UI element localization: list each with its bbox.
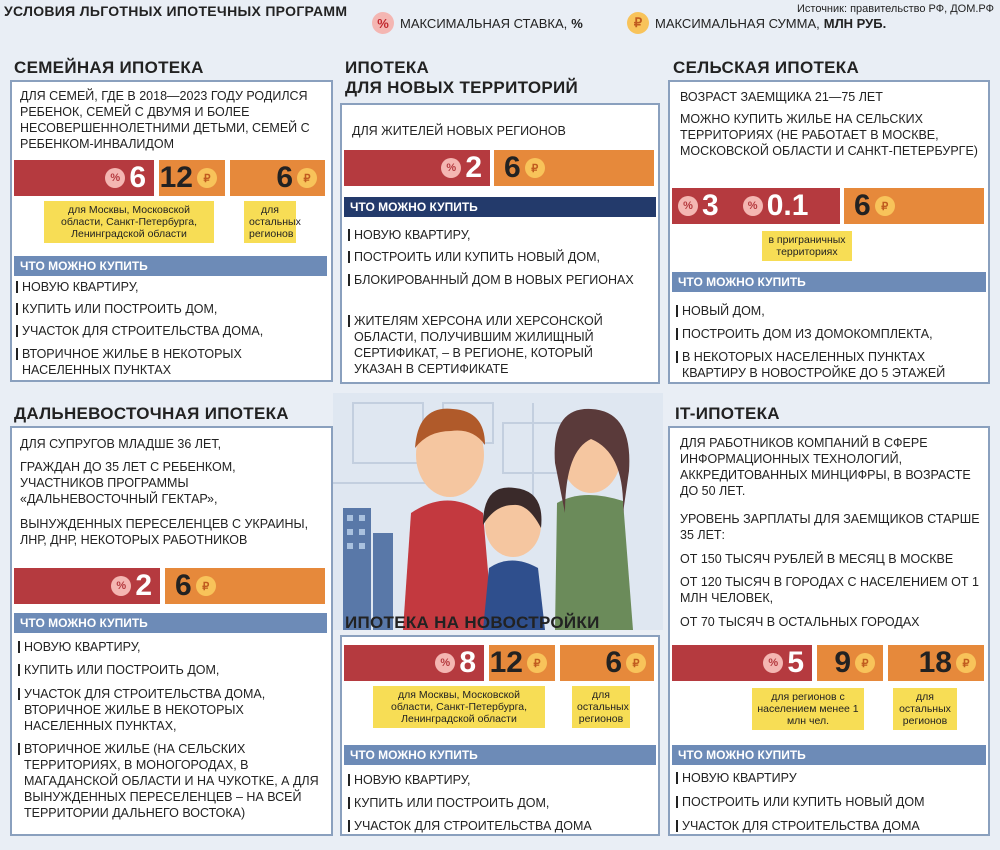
far-east-desc-migrants: ВЫНУЖДЕННЫХ ПЕРЕСЕЛЕНЦЕВ С УКРАИНЫ, ЛНР, ДНР, НЕКОТОРЫХ РАБОТНИКОВ: [20, 517, 309, 547]
new-buildings-rate-bar: [344, 645, 484, 681]
percent-icon: %: [743, 196, 763, 216]
family-note-big: для Москвы, Московской области, Санкт-Петербурга, Ленинградской области: [44, 201, 214, 243]
list-item: ВТОРИЧНОЕ ЖИЛЬЕ В НЕКОТОРЫХ НАСЕЛЕННЫХ ПУНКТАХ: [22, 346, 272, 378]
ruble-icon: ₽: [956, 653, 976, 673]
it-desc-big-cities: ОТ 120 ТЫСЯЧ В ГОРОДАХ С НАСЕЛЕНИЕМ ОТ 1 МЛН ЧЕЛОВЕК,: [680, 575, 979, 605]
new-buildings-rate: 8: [459, 646, 476, 679]
far-east-title: ДАЛЬНЕВОСТОЧНАЯ ИПОТЕКА: [14, 404, 289, 423]
list-item: КУПИТЬ ИЛИ ПОСТРОИТЬ ДОМ,: [22, 301, 322, 317]
far-east-rate-bar: [14, 568, 160, 604]
ruble-icon: ₽: [855, 653, 875, 673]
rural-note: в приграничных территориях: [762, 231, 852, 261]
family-sum-other-bar: [230, 160, 325, 196]
new-territories-title-line2: ДЛЯ НОВЫХ ТЕРРИТОРИЙ: [345, 78, 579, 97]
new-buildings-note-big: для Москвы, Московской области, Санкт-Петербурга, Ленинградской области: [373, 686, 545, 728]
far-east-sum: 6: [175, 569, 192, 602]
percent-icon: %: [435, 653, 455, 673]
it-buy-header: ЧТО МОЖНО КУПИТЬ: [672, 745, 986, 765]
rural-desc-age: ВОЗРАСТ ЗАЕМЩИКА 21—75 ЛЕТ: [680, 90, 883, 104]
legend-sum: [627, 12, 886, 34]
it-sum-other: 18: [918, 646, 952, 679]
family-sum-big-bar: [159, 160, 225, 196]
rural-rate: 3: [702, 189, 719, 222]
new-territories-title-line1: ИПОТЕКА: [345, 58, 430, 77]
family-illustration: [333, 393, 663, 630]
family-buy-header: ЧТО МОЖНО КУПИТЬ: [14, 256, 327, 276]
rural-sum: 6: [854, 189, 871, 222]
list-item: ЖИТЕЛЯМ ХЕРСОНА ИЛИ ХЕРСОНСКОЙ ОБЛАСТИ, ПОЛУЧИВШИМ ЖИЛИЩНЫЙ СЕРТИФИКАТ, – В РЕГИОНЕ, КОТОРЫЙ УКАЗАН В СЕРТИФИКАТЕ: [354, 313, 634, 377]
legend-rate-label: МАКСИМАЛЬНАЯ СТАВКА,: [400, 15, 568, 31]
new-territories-rate-bar: [344, 150, 490, 186]
list-item: НОВУЮ КВАРТИРУ: [682, 770, 982, 786]
new-buildings-title: ИПОТЕКА НА НОВОСТРОЙКИ: [345, 613, 600, 632]
rural-rate-border: 0.1: [766, 189, 809, 222]
ruble-icon: ₽: [196, 576, 216, 596]
it-desc-other-cities: ОТ 70 ТЫСЯЧ В ОСТАЛЬНЫХ ГОРОДАХ: [680, 615, 920, 629]
rural-buy-header: ЧТО МОЖНО КУПИТЬ: [672, 272, 986, 292]
it-rate: 5: [787, 646, 804, 679]
new-buildings-note-other: для остальных регионов: [572, 686, 630, 728]
far-east-buy-header: ЧТО МОЖНО КУПИТЬ: [14, 613, 327, 633]
family-sum-other: 6: [276, 161, 293, 194]
it-desc-moscow: ОТ 150 ТЫСЯЧ РУБЛЕЙ В МЕСЯЦ В МОСКВЕ: [680, 552, 954, 566]
it-sum-small-bar: [817, 645, 883, 681]
ruble-icon: ₽: [525, 158, 545, 178]
percent-icon: %: [111, 576, 131, 596]
list-item: ПОСТРОИТЬ ИЛИ КУПИТЬ НОВЫЙ ДОМ,: [354, 249, 654, 265]
new-territories-buy-header: ЧТО МОЖНО КУПИТЬ: [344, 197, 656, 217]
family-sum-big: 12: [159, 161, 193, 194]
new-buildings-buy-header: ЧТО МОЖНО КУПИТЬ: [344, 745, 656, 765]
list-item: УЧАСТОК ДЛЯ СТРОИТЕЛЬСТВА ДОМА: [682, 818, 982, 834]
legend-sum-label: МАКСИМАЛЬНАЯ СУММА,: [655, 15, 820, 31]
far-east-desc-citizens: ГРАЖДАН ДО 35 ЛЕТ С РЕБЕНКОМ, УЧАСТНИКОВ ПРОГРАММЫ «ДАЛЬНЕВОСТОЧНЫЙ ГЕКТАР»,: [20, 460, 236, 506]
far-east-rate: 2: [135, 569, 152, 602]
rural-sum-bar: [844, 188, 984, 224]
percent-icon: %: [105, 168, 125, 188]
list-item: УЧАСТОК ДЛЯ СТРОИТЕЛЬСТВА ДОМА,: [22, 323, 322, 339]
it-sum-other-bar: [888, 645, 984, 681]
source-note: Источник: правительство РФ, ДОМ.РФ: [797, 3, 994, 15]
family-rate-bar: [14, 160, 154, 196]
list-item: НОВУЮ КВАРТИРУ,: [354, 772, 654, 788]
it-desc-workers: ДЛЯ РАБОТНИКОВ КОМПАНИЙ В СФЕРЕ ИНФОРМАЦИОННЫХ ТЕХНОЛОГИЙ, АККРЕДИТОВАННЫХ МИНЦИФРЫ, В ВОЗРАСТЕ ДО 50 ЛЕТ.: [680, 436, 971, 498]
list-item: КУПИТЬ ИЛИ ПОСТРОИТЬ ДОМ,: [354, 795, 654, 811]
family-title: СЕМЕЙНАЯ ИПОТЕКА: [14, 58, 204, 77]
list-item: БЛОКИРОВАННЫЙ ДОМ В НОВЫХ РЕГИОНАХ: [354, 272, 649, 288]
list-item: НОВЫЙ ДОМ,: [682, 303, 982, 319]
rural-title: СЕЛЬСКАЯ ИПОТЕКА: [673, 58, 860, 77]
new-buildings-sum-other: 6: [605, 646, 622, 679]
rural-rate-bar: [672, 188, 840, 224]
list-item: ПОСТРОИТЬ ДОМ ИЗ ДОМОКОМПЛЕКТА,: [682, 326, 982, 342]
it-sum-small: 9: [834, 646, 851, 679]
new-territories-desc: ДЛЯ ЖИТЕЛЕЙ НОВЫХ РЕГИОНОВ: [352, 124, 566, 138]
ruble-icon: ₽: [875, 196, 895, 216]
ruble-icon: ₽: [197, 168, 217, 188]
it-desc-salary: УРОВЕНЬ ЗАРПЛАТЫ ДЛЯ ЗАЕМЩИКОВ СТАРШЕ 35 ЛЕТ:: [680, 512, 980, 542]
legend-rate-unit: %: [571, 15, 583, 31]
new-buildings-sum-other-bar: [560, 645, 654, 681]
ruble-icon: ₽: [626, 653, 646, 673]
new-buildings-sum-big-bar: [489, 645, 555, 681]
ruble-icon: ₽: [297, 168, 317, 188]
legend-sum-unit: МЛН РУБ.: [823, 15, 887, 31]
percent-icon: %: [372, 12, 394, 34]
list-item: ПОСТРОИТЬ ИЛИ КУПИТЬ НОВЫЙ ДОМ: [682, 794, 982, 810]
percent-icon: %: [441, 158, 461, 178]
list-item: НОВУЮ КВАРТИРУ,: [24, 639, 324, 655]
it-note-small: для регионов с населением менее 1 млн чел.: [752, 688, 864, 730]
ruble-icon: ₽: [627, 12, 649, 34]
family-note-other: для остальных регионов: [244, 201, 296, 243]
family-rate: 6: [129, 161, 146, 194]
percent-icon: %: [678, 196, 698, 216]
legend-rate: [372, 12, 583, 34]
page-title: УСЛОВИЯ ЛЬГОТНЫХ ИПОТЕЧНЫХ ПРОГРАММ: [4, 3, 348, 19]
new-territories-sum-bar: [494, 150, 654, 186]
it-note-other: для остальных регионов: [893, 688, 957, 730]
far-east-sum-bar: [165, 568, 325, 604]
new-territories-rate: 2: [465, 151, 482, 184]
list-item: ВТОРИЧНОЕ ЖИЛЬЕ (НА СЕЛЬСКИХ ТЕРРИТОРИЯХ, В МОНОГОРОДАХ, В МАГАДАНСКОЙ ОБЛАСТИ И НА ЧУКОТКЕ, А ДЛЯ ВЫНУЖДЕННЫХ ПЕРЕСЕЛЕНЦЕВ – НА ВСЕЙ ТЕРРИТОРИИ ДАЛЬНЕГО ВОСТОКА): [24, 741, 324, 821]
list-item: НОВУЮ КВАРТИРУ,: [22, 279, 322, 295]
new-territories-sum: 6: [504, 151, 521, 184]
list-item: КУПИТЬ ИЛИ ПОСТРОИТЬ ДОМ,: [24, 662, 324, 678]
it-title: IT-ИПОТЕКА: [675, 404, 780, 423]
list-item: УЧАСТОК ДЛЯ СТРОИТЕЛЬСТВА ДОМА: [354, 818, 654, 834]
list-item: НОВУЮ КВАРТИРУ,: [354, 227, 654, 243]
far-east-desc-spouses: ДЛЯ СУПРУГОВ МЛАДШЕ 36 ЛЕТ,: [20, 437, 222, 451]
rural-desc-territory: МОЖНО КУПИТЬ ЖИЛЬЕ НА СЕЛЬСКИХ ТЕРРИТОРИЯХ (НЕ РАБОТАЕТ В МОСКВЕ, МОСКОВСКОЙ ОБЛАСТИ И САНКТ-ПЕТЕРБУРГЕ): [680, 112, 978, 158]
it-rate-bar: [672, 645, 812, 681]
ruble-icon: ₽: [527, 653, 547, 673]
percent-icon: %: [763, 653, 783, 673]
family-desc: ДЛЯ СЕМЕЙ, ГДЕ В 2018—2023 ГОДУ РОДИЛСЯ РЕБЕНОК, СЕМЕЙ С ДВУМЯ И БОЛЕЕ НЕСОВЕРШЕННОЛЕТНИМИ ДЕТЬМИ, СЕМЕЙ С РЕБЕНКОМ-ИНВАЛИДОМ: [20, 89, 310, 151]
list-item: УЧАСТОК ДЛЯ СТРОИТЕЛЬСТВА ДОМА, ВТОРИЧНОЕ ЖИЛЬЕ В НЕКОТОРЫХ НАСЕЛЕННЫХ ПУНКТАХ,: [24, 686, 324, 734]
new-buildings-sum-big: 12: [489, 646, 523, 679]
list-item: В НЕКОТОРЫХ НАСЕЛЕННЫХ ПУНКТАХ КВАРТИРУ В НОВОСТРОЙКЕ ДО 5 ЭТАЖЕЙ: [682, 349, 982, 381]
